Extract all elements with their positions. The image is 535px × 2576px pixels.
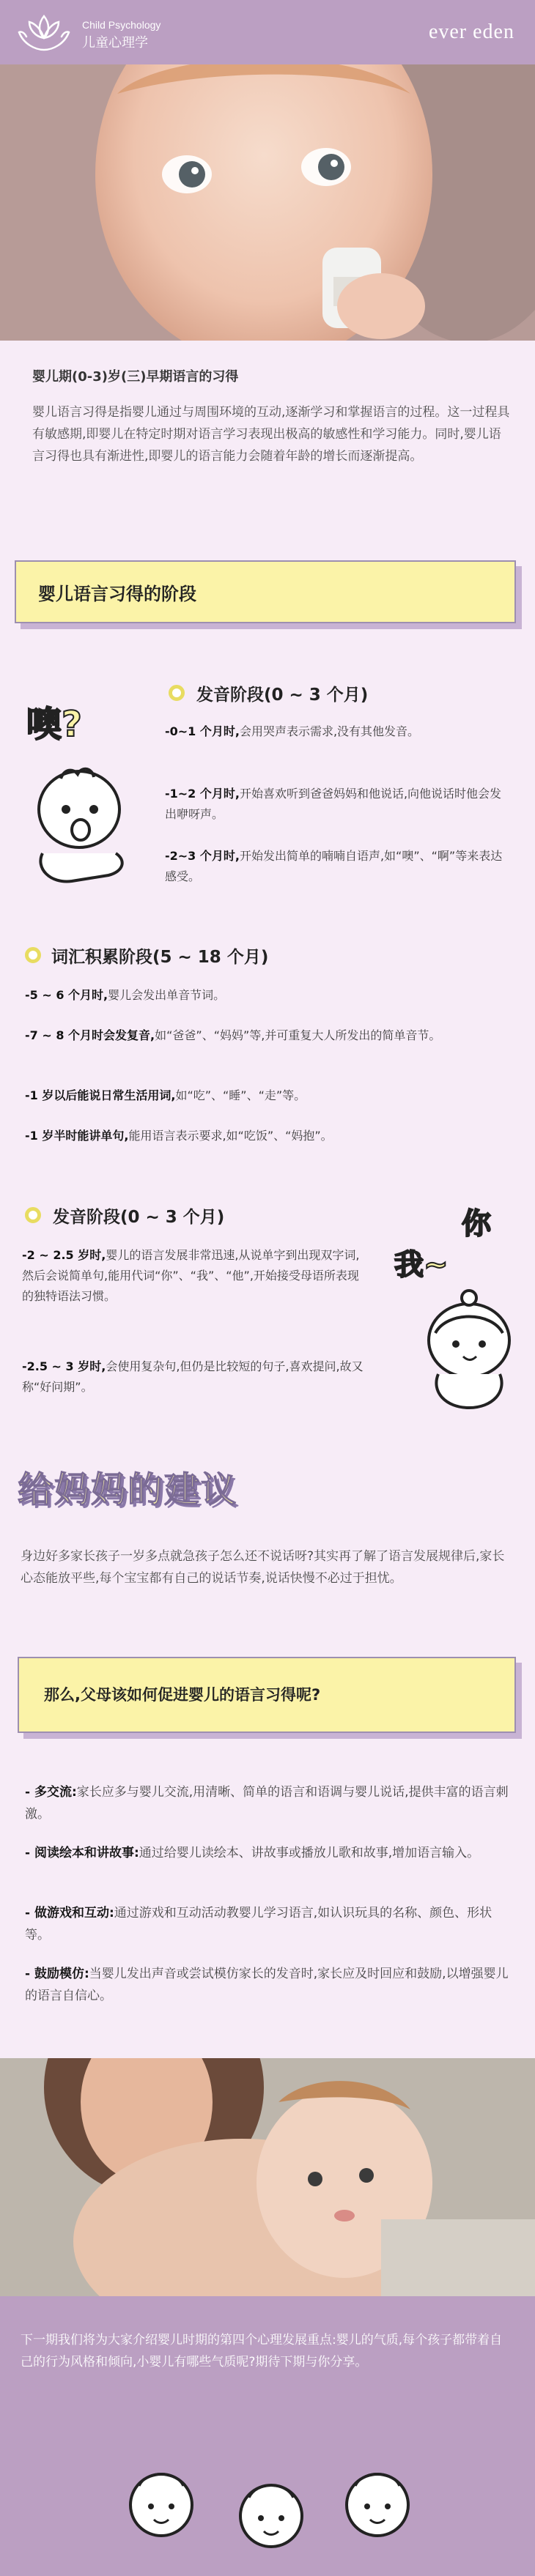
- hero-baby-photo: [0, 64, 535, 341]
- stage2-item: [25, 1126, 516, 1146]
- stage3-title: 发音阶段(0 ~ 3 个月): [53, 1208, 225, 1227]
- advice-item: [25, 1781, 514, 1825]
- section-stages-box: [15, 560, 516, 623]
- stage1-item-key: -0~1 个月时,: [165, 724, 240, 738]
- stage2-item-key: -5 ~ 6 个月时,: [25, 988, 108, 1002]
- baby-crawl-sticker-icon: [21, 692, 138, 890]
- brand-english: Child Psychology: [82, 19, 161, 31]
- stage2-item-text: 如“吃”、“睡”、“走”等。: [175, 1088, 306, 1102]
- stage1-title: 发音阶段(0 ~ 3 个月): [196, 686, 369, 705]
- stage3-item: [22, 1356, 366, 1398]
- advice-item-text: 当婴儿发出声音或尝试模仿家长的发音时,家长应及时回应和鼓励,以增强婴儿的语言自信心。: [25, 1967, 509, 2003]
- stage1-item: [165, 846, 513, 887]
- stage1-bullet-icon: [169, 685, 185, 701]
- baby-illustration-icon: [0, 64, 535, 341]
- you-sticker-text: 你: [462, 1207, 491, 1241]
- stage1-item-text: 开始发出简单的喃喃自语声,如“噢”、“啊”等来表达感受。: [165, 849, 503, 883]
- stage3-bullet-icon: [25, 1207, 41, 1223]
- advice-intro: 身边好多家长孩子一岁多点就急孩子怎么还不说话呀?其实再了解了语言发展规律后,家长心态能放平些,每个宝宝都有自己的说话节奏,说话快慢不必过于担忧。: [21, 1549, 505, 1586]
- section-stages-title: 婴儿语言习得的阶段: [38, 584, 196, 604]
- stage1-item: [165, 784, 513, 825]
- stage1-item: [165, 721, 513, 742]
- brand-logo-right: ever eden: [428, 21, 514, 43]
- advice-item: [25, 1902, 514, 1946]
- advice-item-key: - 鼓励模仿:: [25, 1967, 89, 1981]
- stage2-item-text: 婴儿会发出单音节词。: [108, 988, 226, 1002]
- brand-chinese: 儿童心理学: [82, 35, 148, 51]
- stage2-item: [25, 1085, 516, 1106]
- stage1-item-text: 开始喜欢听到爸爸妈妈和他说话,向他说话时他会发出咿呀声。: [165, 787, 502, 821]
- mother-baby-photo: [0, 2058, 535, 2296]
- stage3-item: [22, 1245, 366, 1307]
- stage2-item-text: 能用语言表示要求,如“吃饭”、“妈抱”。: [128, 1129, 333, 1143]
- advice-item-text: 通过给婴儿读绘本、讲故事或播放儿歌和故事,增加语言输入。: [139, 1846, 480, 1860]
- footer-baby-faces-icon: [117, 2446, 425, 2556]
- section-promote-title: 那么,父母该如何促进婴儿的语言习得呢?: [44, 1686, 321, 1704]
- lotus-hands-logo-icon: [13, 10, 75, 54]
- intro-body: 婴儿语言习得是指婴儿通过与周围环境的互动,逐渐学习和掌握语言的过程。这一过程具有敏感期,即婴儿在特定时期对语言学习表现出极高的敏感性和学习能力。同时,婴儿语言习得也具有渐进性,即婴儿的语言能力会随着年龄的增长而逐渐提高。: [32, 405, 510, 464]
- advice-item-text: 家长应多与婴儿交流,用清晰、简单的语言和语调与婴儿说话,提供丰富的语言刺激。: [25, 1785, 509, 1822]
- stage3-item-text: 会使用复杂句,但仍是比较短的句子,喜欢提问,故又称“好问期”。: [22, 1359, 364, 1394]
- baby-sitting-sticker-icon: [381, 1201, 528, 1421]
- stage3-item-key: -2 ~ 2.5 岁时,: [22, 1248, 106, 1262]
- footer-text: 下一期我们将为大家介绍婴儿时期的第四个心理发展重点:婴儿的气质,每个孩子都带着自己的行为风格和倾向,小婴儿有哪些气质呢?期待下期与你分享。: [21, 2333, 503, 2369]
- oh-sticker-text: 噢?: [26, 704, 82, 745]
- advice-item: [25, 1963, 514, 2007]
- advice-item-key: - 多交流:: [25, 1785, 77, 1800]
- advice-item-text: 通过游戏和互动活动教婴儿学习语言,如认识玩具的名称、颜色、形状等。: [25, 1906, 492, 1942]
- advice-item: [25, 1842, 514, 1864]
- stage2-item: [25, 985, 516, 1006]
- stage2-title: 词汇积累阶段(5 ~ 18 个月): [51, 948, 269, 967]
- mother-baby-illustration-icon: [0, 2058, 535, 2296]
- stage1-item-key: -2~3 个月时,: [165, 849, 240, 863]
- stage1-item-text: 会用哭声表示需求,没有其他发音。: [239, 724, 420, 738]
- stage3-item-key: -2.5 ~ 3 岁时,: [22, 1359, 106, 1373]
- advice-item-key: - 做游戏和互动:: [25, 1906, 114, 1920]
- stage2-item-key: -7 ~ 8 个月时会发复音,: [25, 1028, 155, 1042]
- stage2-item-key: -1 岁以后能说日常生活用词,: [25, 1088, 176, 1102]
- advice-title: 给妈妈的建议: [18, 1469, 238, 1510]
- stage1-item-key: -1~2 个月时,: [165, 787, 240, 801]
- stage2-item-key: -1 岁半时能讲单句,: [25, 1129, 129, 1143]
- me-sticker-text: 我~: [394, 1248, 449, 1282]
- section-promote-box: [18, 1657, 516, 1733]
- advice-item-key: - 阅读绘本和讲故事:: [25, 1846, 139, 1860]
- stage2-item-text: 如“爸爸”、“妈妈”等,并可重复大人所发出的简单音节。: [155, 1028, 441, 1042]
- stage3-item-text: 婴儿的语言发展非常迅速,从说单字到出现双字词,然后会说简单句,能用代词“你”、“我”、“他”,开始接受母语所表现的独特语法习惯。: [22, 1248, 360, 1303]
- stage2-item: [25, 1025, 516, 1046]
- header: [0, 0, 535, 64]
- stage2-bullet-icon: [25, 947, 41, 963]
- intro-title: 婴儿期(0-3)岁(三)早期语言的习得: [32, 369, 239, 385]
